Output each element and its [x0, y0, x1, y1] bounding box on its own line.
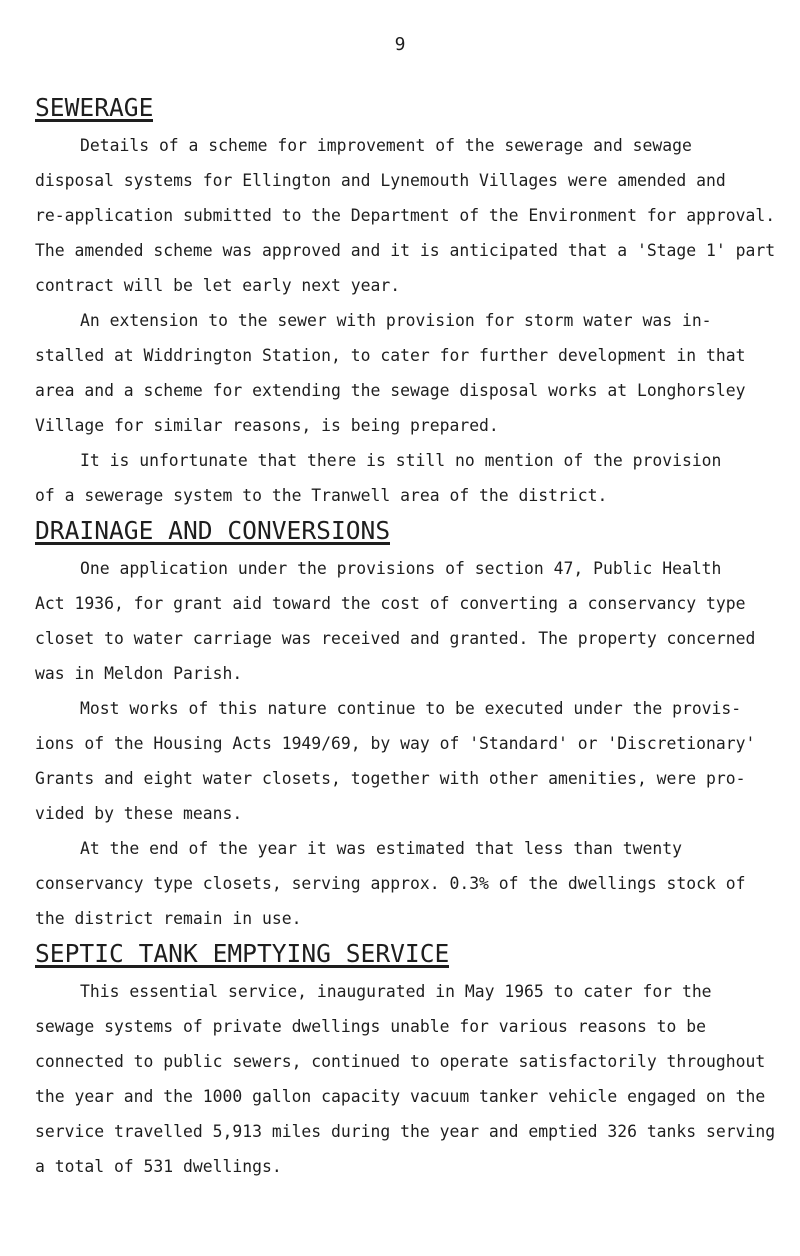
text-line: Grants and eight water closets, together with other amenities, were pro-	[35, 769, 746, 788]
text-line: One application under the provisions of section 47, Public Health	[80, 559, 722, 578]
text-line: At the end of the year it was estimated that less than twenty	[80, 839, 682, 858]
text-line: The amended scheme was approved and it is anticipated that a 'Stage 1' part	[35, 241, 776, 260]
section-heading: DRAINAGE AND CONVERSIONS	[35, 516, 391, 545]
text-line: was in Meldon Parish.	[35, 664, 243, 683]
text-line: the year and the 1000 gallon capacity vacuum tanker vehicle engaged on the	[35, 1087, 766, 1106]
section-heading: SEPTIC TANK EMPTYING SERVICE	[35, 939, 450, 968]
paragraph	[35, 443, 765, 513]
section-sewerage	[35, 93, 776, 513]
paragraph	[35, 831, 765, 936]
text-line: a total of 531 dwellings.	[35, 1157, 282, 1176]
text-line: service travelled 5,913 miles during the year and emptied 326 tanks serving	[35, 1122, 776, 1141]
text-line: sewage systems of private dwellings unable for various reasons to be	[35, 1017, 707, 1036]
paragraph	[35, 303, 765, 443]
text-line: It is unfortunate that there is still no mention of the provision	[80, 451, 722, 470]
text-line: ions of the Housing Acts 1949/69, by way of 'Standard' or 'Discretionary'	[35, 734, 756, 753]
text-line: Details of a scheme for improvement of the sewerage and sewage	[80, 136, 692, 155]
text-line: disposal systems for Ellington and Lynemouth Villages were amended and	[35, 171, 726, 190]
text-line: An extension to the sewer with provision for storm water was in-	[80, 311, 712, 330]
text-line: area and a scheme for extending the sewage disposal works at Longhorsley	[35, 381, 746, 400]
text-line: connected to public sewers, continued to operate satisfactorily throughout	[35, 1052, 766, 1071]
text-line: This essential service, inaugurated in May 1965 to cater for the	[80, 982, 712, 1001]
text-line: Most works of this nature continue to be executed under the provis-	[80, 699, 742, 718]
page-number: 9	[394, 34, 406, 55]
text-line: stalled at Widdrington Station, to cater for further development in that	[35, 346, 746, 365]
text-line: of a sewerage system to the Tranwell area of the district.	[35, 486, 608, 505]
paragraph	[35, 974, 776, 1184]
section-heading: SEWERAGE	[35, 93, 154, 122]
text-line: Village for similar reasons, is being prepared.	[35, 416, 499, 435]
paragraph	[35, 691, 765, 831]
document-body	[35, 93, 776, 1184]
paragraph	[35, 128, 776, 303]
text-line: Act 1936, for grant aid toward the cost of converting a conservancy type	[35, 594, 746, 613]
text-line: conservancy type closets, serving approx. 0.3% of the dwellings stock of	[35, 874, 746, 893]
section-drainage-and-conversions	[35, 516, 765, 936]
text-line: contract will be let early next year.	[35, 276, 401, 295]
text-line: vided by these means.	[35, 804, 243, 823]
text-line: closet to water carriage was received and granted. The property concerned	[35, 629, 756, 648]
text-line: the district remain in use.	[35, 909, 302, 928]
section-septic-tank-emptying-service	[35, 939, 776, 1184]
text-line: re-application submitted to the Department of the Environment for approval.	[35, 206, 776, 225]
paragraph	[35, 551, 765, 691]
